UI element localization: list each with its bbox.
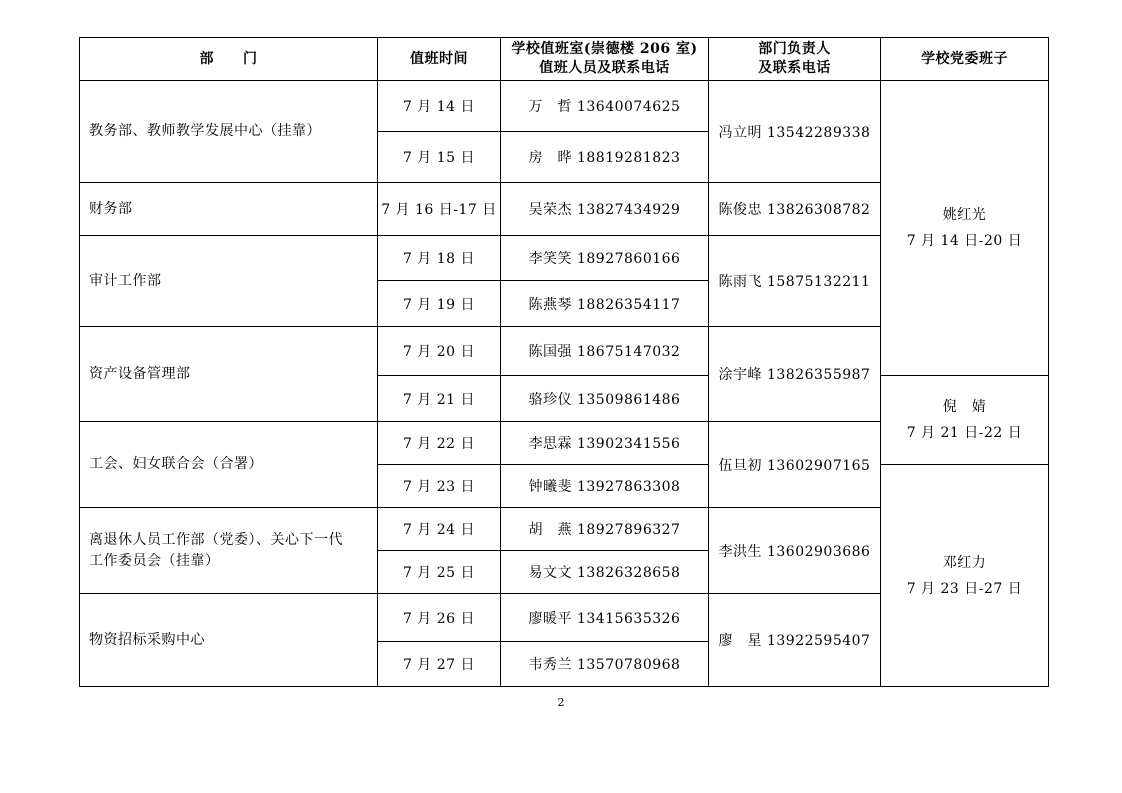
party-period: 7 月 14 日-20 日 xyxy=(906,233,1023,249)
date-cell: 7 月 23 日 xyxy=(378,465,501,508)
date-cell: 7 月 14 日 xyxy=(378,81,501,132)
date-cell: 7 月 21 日 xyxy=(378,376,501,422)
leader-cell: 陈俊忠 13826308782 xyxy=(709,183,881,236)
staff-cell: 易文文 13826328658 xyxy=(501,551,709,594)
dept-cell: 资产设备管理部 xyxy=(80,327,378,422)
dept-cell: 工会、妇女联合会（合署） xyxy=(80,422,378,508)
dept-line: 离退休人员工作部（党委）、关心下一代 xyxy=(89,531,343,548)
date-cell: 7 月 19 日 xyxy=(378,281,501,327)
date-cell: 7 月 25 日 xyxy=(378,551,501,594)
staff-cell: 韦秀兰 13570780968 xyxy=(501,642,709,687)
leader-cell: 李洪生 13602903686 xyxy=(709,508,881,594)
dept-cell: 物资招标采购中心 xyxy=(80,594,378,687)
header-party: 学校党委班子 xyxy=(881,38,1049,81)
dept-cell: 财务部 xyxy=(80,183,378,236)
duty-roster-table xyxy=(79,37,1049,687)
staff-cell: 房 晔 18819281823 xyxy=(501,132,709,183)
date-cell: 7 月 27 日 xyxy=(378,642,501,687)
staff-cell: 廖暖平 13415635326 xyxy=(501,594,709,642)
staff-cell: 万 哲 13640074625 xyxy=(501,81,709,132)
leader-cell: 冯立明 13542289338 xyxy=(709,81,881,183)
header-office xyxy=(501,38,709,81)
staff-cell: 陈国强 18675147032 xyxy=(501,327,709,376)
page-number: 2 xyxy=(557,696,565,709)
party-period: 7 月 23 日-27 日 xyxy=(906,580,1023,597)
staff-cell: 钟曦斐 13927863308 xyxy=(501,465,709,508)
date-cell: 7 月 20 日 xyxy=(378,327,501,376)
party-cell xyxy=(881,376,1049,465)
party-name: 邓红力 xyxy=(942,554,987,571)
staff-cell: 胡 燕 18927896327 xyxy=(501,508,709,551)
party-name: 姚红光 xyxy=(942,207,987,223)
header-row xyxy=(80,38,1049,81)
leader-cell: 廖 星 13922595407 xyxy=(709,594,881,687)
header-office-line2: 值班人员及联系电话 xyxy=(539,60,670,76)
header-dept: 部 门 xyxy=(80,38,378,81)
date-cell: 7 月 16 日-17 日 xyxy=(378,183,501,236)
date-cell: 7 月 18 日 xyxy=(378,236,501,281)
header-time: 值班时间 xyxy=(378,38,501,81)
header-leader-line2: 及联系电话 xyxy=(758,60,831,76)
date-cell: 7 月 24 日 xyxy=(378,508,501,551)
dept-cell: 审计工作部 xyxy=(80,236,378,327)
header-office-line1: 学校值班室(崇德楼 206 室) xyxy=(511,41,698,57)
leader-cell: 陈雨飞 15875132211 xyxy=(709,236,881,327)
party-cell xyxy=(881,465,1049,687)
header-leader xyxy=(709,38,881,81)
dept-cell: 教务部、教师教学发展中心（挂靠） xyxy=(80,81,378,183)
dept-line: 工作委员会（挂靠） xyxy=(89,552,220,569)
date-cell: 7 月 26 日 xyxy=(378,594,501,642)
party-period: 7 月 21 日-22 日 xyxy=(906,425,1023,441)
party-name: 倪 婧 xyxy=(942,399,987,415)
staff-cell: 陈燕琴 18826354117 xyxy=(501,281,709,327)
party-cell xyxy=(881,81,1049,376)
leader-cell: 伍旦初 13602907165 xyxy=(709,422,881,508)
staff-cell: 吴荣杰 13827434929 xyxy=(501,183,709,236)
staff-cell: 骆珍仪 13509861486 xyxy=(501,376,709,422)
date-cell: 7 月 15 日 xyxy=(378,132,501,183)
staff-cell: 李思霖 13902341556 xyxy=(501,422,709,465)
date-cell: 7 月 22 日 xyxy=(378,422,501,465)
table-row xyxy=(80,81,1049,132)
dept-cell xyxy=(80,508,378,594)
header-leader-line1: 部门负责人 xyxy=(758,41,831,57)
leader-cell: 涂宇峰 13826355987 xyxy=(709,327,881,422)
staff-cell: 李笑笑 18927860166 xyxy=(501,236,709,281)
